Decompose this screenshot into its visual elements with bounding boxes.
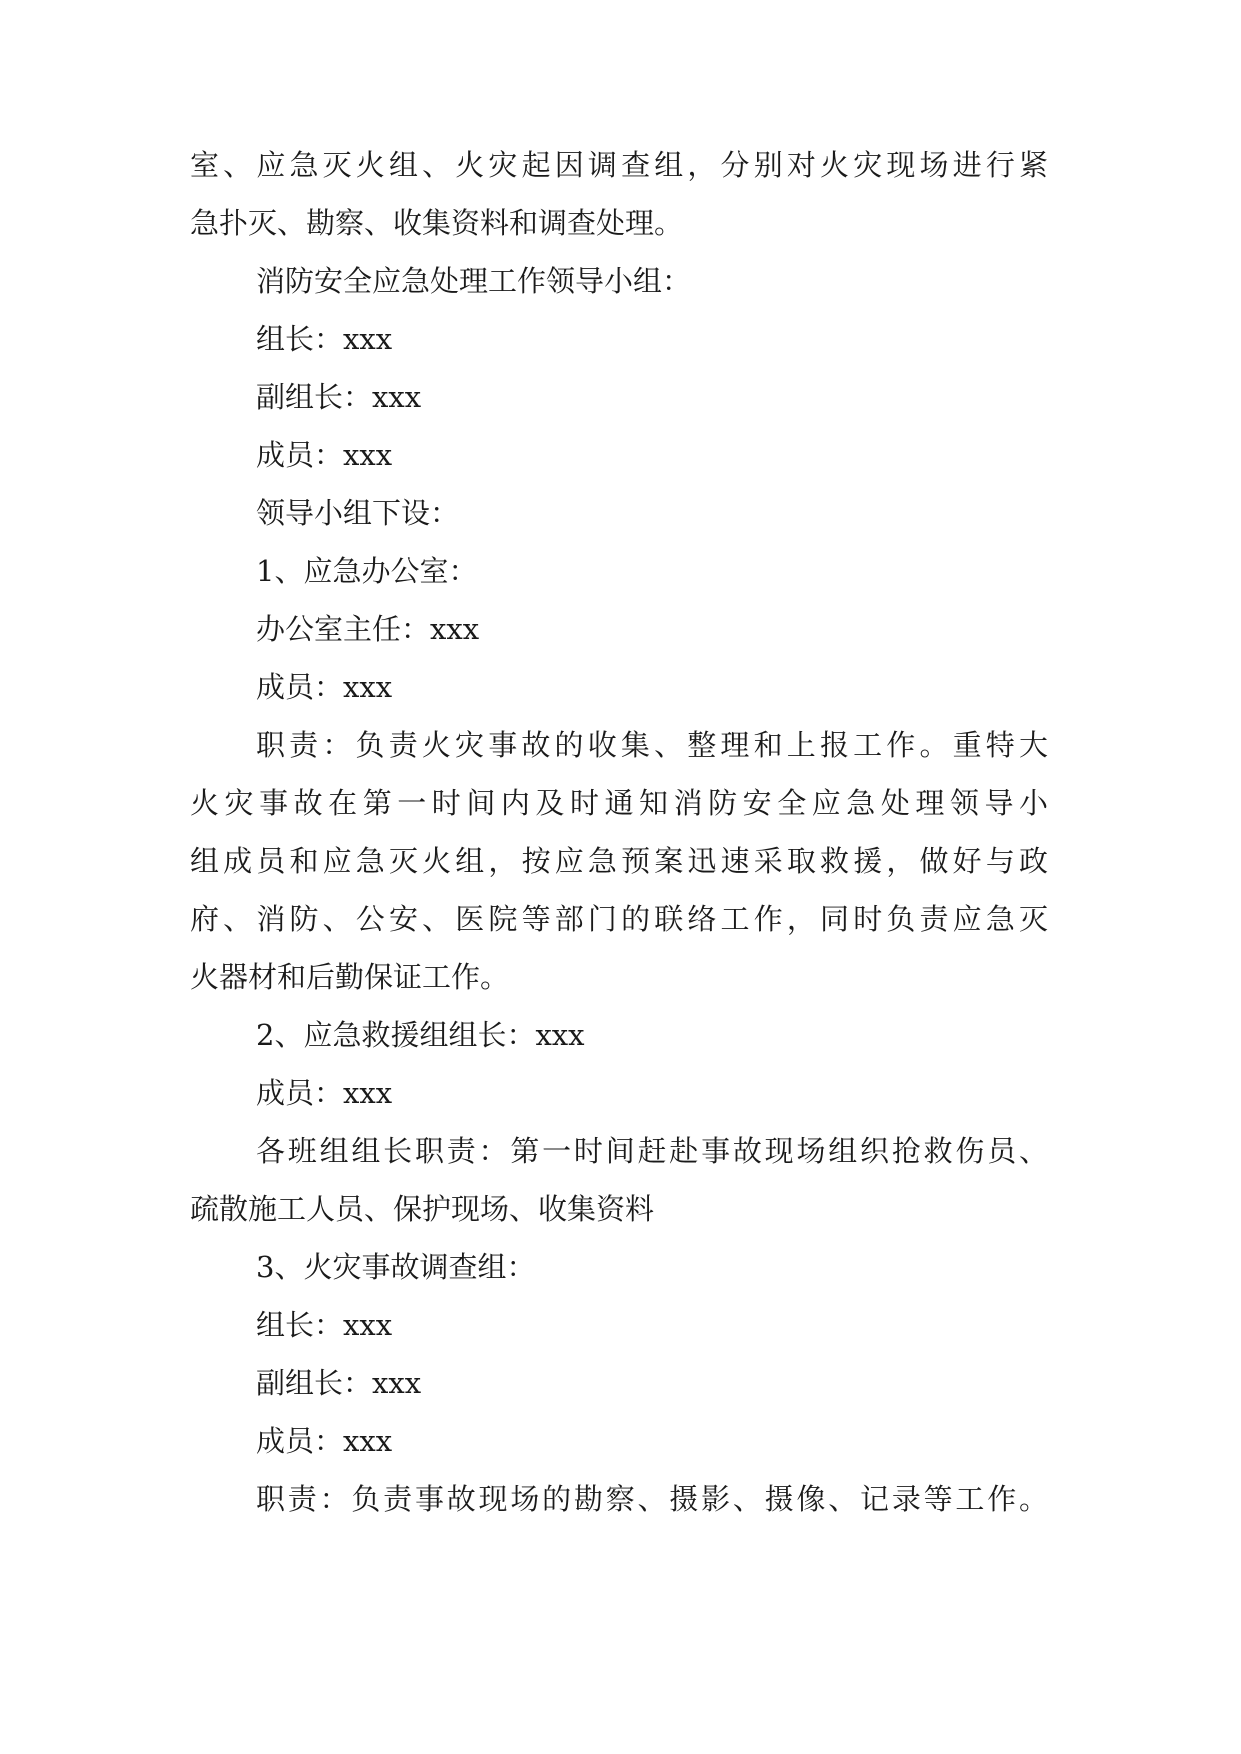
- line-text: 急扑灭、勘察、收集资料和调查处理。: [190, 206, 684, 240]
- text-line: [0, 542, 1241, 600]
- text-line: [0, 658, 1241, 716]
- line-text: 消防安全应急处理工作领导小组：: [256, 264, 692, 298]
- line-text: 各班组组长职责：第一时间赶赴事故现场组织抢救伤员、: [256, 1134, 1048, 1168]
- text-line: [0, 890, 1241, 948]
- line-text: 疏散施工人员、保护现场、收集资料: [190, 1192, 655, 1226]
- text-line: [0, 1006, 1241, 1064]
- text-line: [0, 774, 1241, 832]
- text-line: [0, 368, 1241, 426]
- line-text: 3、火灾事故调查组：: [256, 1250, 536, 1284]
- line-text: 火灾事故在第一时间内及时通知消防安全应急处理领导小: [190, 786, 1048, 820]
- line-text: 2、应急救援组组长：xxx: [256, 1018, 585, 1052]
- line-text: 副组长：xxx: [256, 380, 422, 414]
- text-line: [0, 1064, 1241, 1122]
- text-line: [0, 310, 1241, 368]
- text-line: [0, 948, 1241, 1006]
- line-text: 职责：负责火灾事故的收集、整理和上报工作。重特大: [256, 728, 1048, 762]
- line-text: 职责：负责事故现场的勘察、摄影、摄像、记录等工作。: [256, 1482, 1048, 1516]
- line-text: 成员：xxx: [256, 670, 393, 704]
- text-line: [0, 1412, 1241, 1470]
- text-line: [0, 252, 1241, 310]
- line-text: 组成员和应急灭火组，按应急预案迅速采取救援，做好与政: [190, 844, 1048, 878]
- line-text: 成员：xxx: [256, 1076, 393, 1110]
- line-text: 火器材和后勤保证工作。: [190, 960, 510, 994]
- text-line: [0, 600, 1241, 658]
- text-line: [0, 1296, 1241, 1354]
- text-line: [0, 426, 1241, 484]
- line-text: 组长：xxx: [256, 1308, 393, 1342]
- text-line: [0, 716, 1241, 774]
- text-line: [0, 1470, 1241, 1528]
- text-line: [0, 1180, 1241, 1238]
- text-line: [0, 194, 1241, 252]
- line-text: 府、消防、公安、医院等部门的联络工作，同时负责应急灭: [190, 902, 1048, 936]
- text-line: [0, 136, 1241, 194]
- line-text: 成员：xxx: [256, 1424, 393, 1458]
- line-text: 领导小组下设：: [256, 496, 460, 530]
- line-text: 办公室主任：xxx: [256, 612, 480, 646]
- line-text: 副组长：xxx: [256, 1366, 422, 1400]
- line-text: 室、应急灭火组、火灾起因调查组，分别对火灾现场进行紧: [190, 148, 1048, 182]
- text-line: [0, 484, 1241, 542]
- text-line: [0, 832, 1241, 890]
- line-text: 组长：xxx: [256, 322, 393, 356]
- line-text: 1、应急办公室：: [256, 554, 478, 588]
- text-line: [0, 1238, 1241, 1296]
- text-line: [0, 1354, 1241, 1412]
- text-line: [0, 1122, 1241, 1180]
- line-text: 成员：xxx: [256, 438, 393, 472]
